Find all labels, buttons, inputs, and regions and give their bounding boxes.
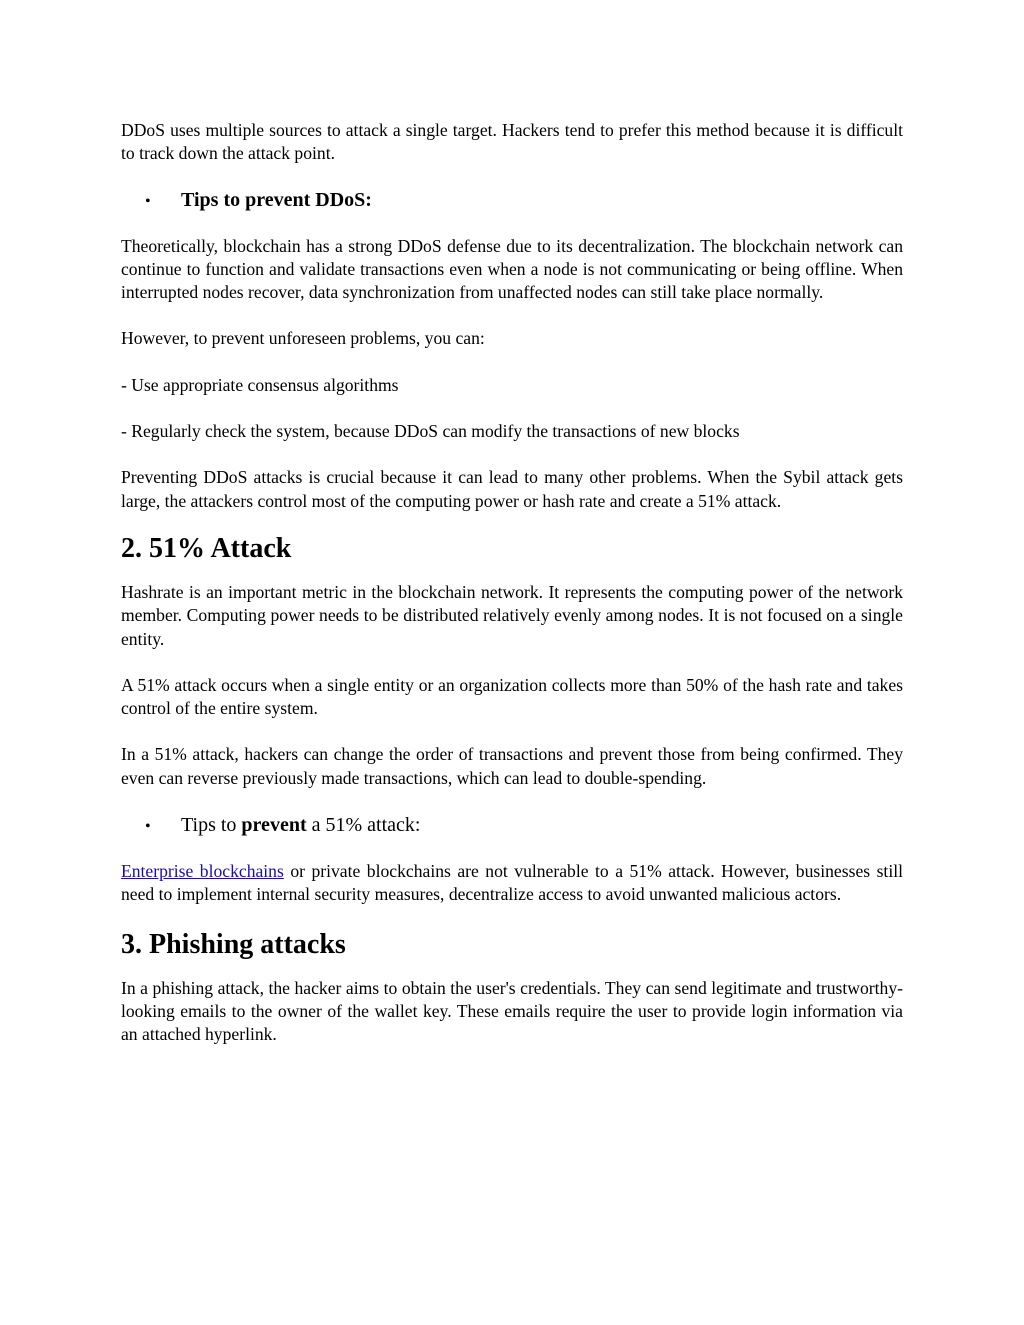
ddos-tip-check-system: - Regularly check the system, because DDoS can modify the transactions of new blocks xyxy=(121,421,740,442)
hashrate-paragraph: Hashrate is an important metric in the blockchain network. It represents the computing power of the network member. Computing power needs to be distributed relatively evenly among nodes. It is not focused on a single entity. xyxy=(121,581,903,649)
ddos-however-paragraph: However, to prevent unforeseen problems, you can: xyxy=(121,328,485,349)
tips-suffix: a 51% attack: xyxy=(306,814,421,837)
tips-bold-word: prevent xyxy=(241,814,307,837)
ddos-theory-paragraph: Theoretically, blockchain has a strong DDoS defense due to its decentralization. The blockchain network can continue to function and validate transactions even when a node is not communicating or being offline. When interrupted nodes recover, data synchronization from unaffected nodes can still take place normally. xyxy=(121,235,903,303)
prevent-51-heading xyxy=(181,812,420,838)
hackers-paragraph: In a 51% attack, hackers can change the order of transactions and prevent those from being confirmed. They even can reverse previously made transactions, which can lead to double-spending. xyxy=(121,744,903,788)
ddos-intro-paragraph: DDoS uses multiple sources to attack a single target. Hackers tend to prefer this method because it is difficult to track down the attack point. xyxy=(121,120,903,164)
prevent-51-bullet xyxy=(145,812,903,840)
bullet-icon: • xyxy=(145,192,151,210)
enterprise-rest-text: or private blockchains are not vulnerable to a 51% attack. However, businesses still need to implement internal security measures, decentralize access to avoid unwanted malicious actors. xyxy=(121,861,903,905)
enterprise-paragraph xyxy=(121,860,903,907)
section-heading-phishing: 3. Phishing attacks xyxy=(121,928,346,960)
enterprise-blockchains-link[interactable]: Enterprise blockchains xyxy=(121,861,284,882)
ddos-tips-heading: Tips to prevent DDoS: xyxy=(181,188,372,211)
ddos-tip-consensus: - Use appropriate consensus algorithms xyxy=(121,374,399,395)
ddos-crucial-paragraph: Preventing DDoS attacks is crucial because it can lead to many other problems. When the Sybil attack gets large, the attackers control most of the computing power or hash rate and create a 51% attack. xyxy=(121,467,903,511)
ddos-tips-bullet xyxy=(145,187,903,215)
bullet-icon: • xyxy=(145,818,151,836)
document-page xyxy=(121,119,903,1047)
attack-occurs-paragraph: A 51% attack occurs when a single entity or an organization collects more than 50% of the hash rate and takes control of the entire system. xyxy=(121,674,903,719)
section-heading-51-attack: 2. 51% Attack xyxy=(121,532,292,564)
tips-prefix: Tips to xyxy=(181,814,242,837)
phishing-intro-paragraph: In a phishing attack, the hacker aims to obtain the user's credentials. They can send legitimate and trustworthy-looking emails to the owner of the wallet key. These emails require the user to provide login information via an attached hyperlink. xyxy=(121,977,903,1045)
